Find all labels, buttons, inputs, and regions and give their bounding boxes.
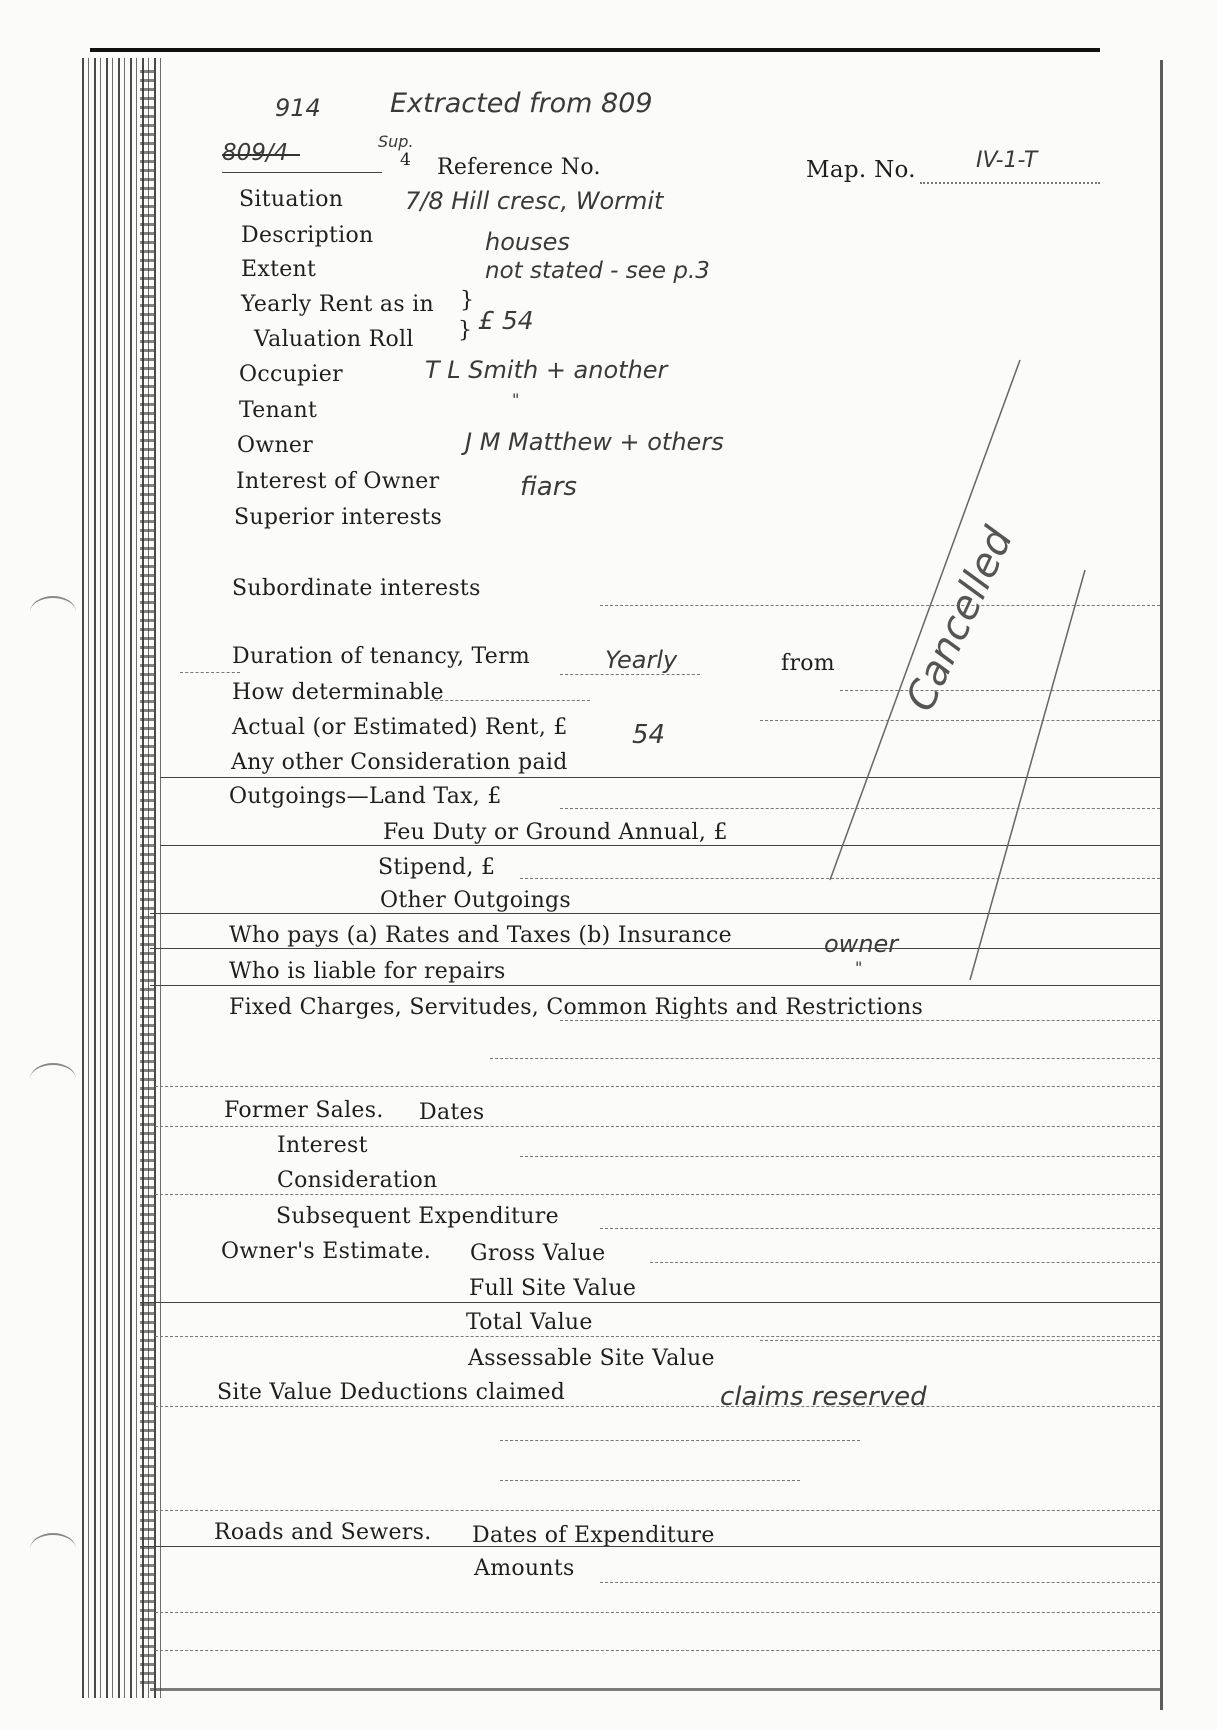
cancel-line <box>830 360 1023 880</box>
yearly-rent-label-1: Yearly Rent as in <box>241 292 435 317</box>
cancel-line <box>970 570 1085 980</box>
yearly-rent-label-2: Valuation Roll <box>254 327 414 352</box>
hw-deductions: claims reserved <box>720 1382 927 1412</box>
tenant-label: Tenant <box>239 398 318 423</box>
extent-label: Extent <box>241 257 317 282</box>
occupier-label: Occupier <box>239 362 343 387</box>
superior-interests-label: Superior interests <box>234 505 443 530</box>
owners-estimate-label: Owner's Estimate. <box>221 1239 432 1264</box>
brace-top: } <box>460 288 475 313</box>
interest-label: Interest <box>277 1133 368 1158</box>
hw-interest: fiars <box>520 472 577 502</box>
actual-rent-label: Actual (or Estimated) Rent, £ <box>232 715 568 740</box>
hw-map-no: IV-1-T <box>976 148 1038 173</box>
hw-term: Yearly <box>605 646 678 674</box>
total-value-label: Total Value <box>466 1310 593 1335</box>
hw-repairs: " <box>855 958 863 977</box>
other-consideration-label: Any other Consideration paid <box>231 750 568 775</box>
hw-supp: Sup. <box>378 132 414 151</box>
consideration-label: Consideration <box>277 1168 438 1193</box>
former-sales-label: Former Sales. <box>224 1098 384 1123</box>
owner-label: Owner <box>237 433 314 458</box>
brace-bottom: } <box>458 318 473 343</box>
full-site-value-label: Full Site Value <box>469 1276 637 1301</box>
ref-suffix: 4 <box>400 150 412 170</box>
amounts-label: Amounts <box>474 1556 575 1581</box>
from-label: from <box>781 651 835 676</box>
fixed-charges-label: Fixed Charges, Servitudes, Common Rights and Restrictions <box>229 995 924 1020</box>
hw-number: 914 <box>275 94 321 122</box>
hw-situation: 7/8 Hill cresc, Wormit <box>405 187 664 215</box>
map-no-label: Map. No. <box>806 157 916 183</box>
hw-actual-rent: 54 <box>632 720 666 750</box>
hw-description: houses <box>485 228 570 256</box>
stipend-label: Stipend, £ <box>378 855 496 880</box>
who-pays-label: Who pays (a) Rates and Taxes (b) Insurance <box>229 923 732 948</box>
hw-tenant: " <box>512 390 520 409</box>
site-value-deductions-label: Site Value Deductions claimed <box>217 1380 566 1405</box>
hw-rent: £ 54 <box>478 306 534 335</box>
assessable-site-value-label: Assessable Site Value <box>468 1346 715 1371</box>
roads-sewers-label: Roads and Sewers. <box>214 1520 432 1545</box>
subsequent-expenditure-label: Subsequent Expenditure <box>276 1204 559 1229</box>
outgoings-label: Outgoings—Land Tax, £ <box>229 784 502 809</box>
gross-value-label: Gross Value <box>470 1241 606 1266</box>
how-determinable-label: How determinable <box>232 680 444 705</box>
hw-extracted: Extracted from 809 <box>390 88 653 119</box>
subordinate-interests-label: Subordinate interests <box>232 576 481 601</box>
situation-label: Situation <box>239 187 344 212</box>
dates-of-expenditure-label: Dates of Expenditure <box>472 1523 715 1548</box>
dates-label: Dates <box>419 1100 485 1125</box>
hw-cancelled: Cancelled <box>897 520 1023 719</box>
feu-duty-label: Feu Duty or Ground Annual, £ <box>383 820 728 845</box>
hw-insurance: owner <box>824 930 899 958</box>
duration-label: Duration of tenancy, Term <box>232 644 531 669</box>
hw-owner: J M Matthew + others <box>465 428 724 456</box>
hw-old-ref: 809/4 <box>222 140 289 166</box>
interest-owner-label: Interest of Owner <box>236 469 440 494</box>
description-label: Description <box>241 223 374 248</box>
hw-occupier: T L Smith + another <box>425 356 668 384</box>
hw-extent: not stated - see p.3 <box>485 258 710 284</box>
reference-no-label: Reference No. <box>437 155 601 180</box>
repairs-label: Who is liable for repairs <box>229 959 506 984</box>
other-outgoings-label: Other Outgoings <box>380 888 572 913</box>
